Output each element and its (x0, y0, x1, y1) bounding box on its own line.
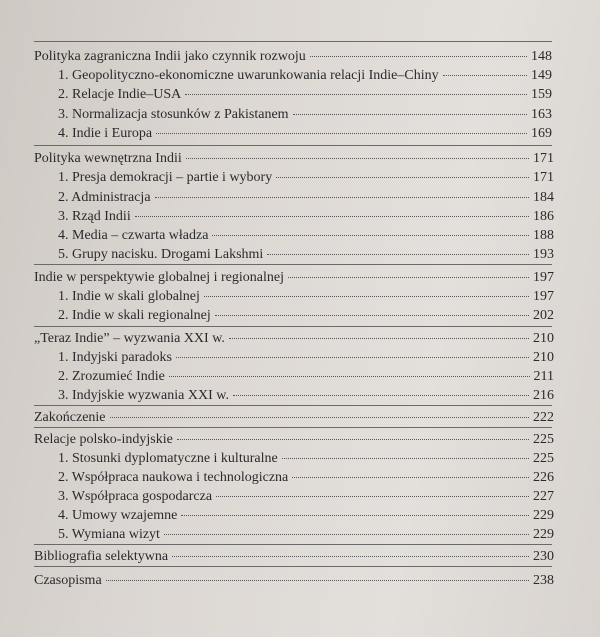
dot-leader (172, 554, 529, 557)
toc-entry-title: 1. Indie w skali globalnej (58, 289, 200, 304)
dot-leader (212, 233, 529, 236)
toc-entry-title: „Teraz Indie” – wyzwania XXI w. (34, 331, 225, 346)
toc-sub-entry (58, 508, 554, 524)
toc-sub-entry (58, 228, 554, 244)
toc-chapter-entry (34, 549, 554, 565)
toc-entry-title: Relacje polsko-indyjskie (34, 432, 173, 447)
toc-entry-page: 202 (533, 308, 554, 323)
toc-entry-page: 227 (533, 489, 554, 504)
toc-entry-page: 171 (533, 151, 554, 166)
toc-entry-page: 188 (533, 228, 554, 243)
toc-entry-title: 4. Umowy wzajemne (58, 508, 178, 523)
toc-entry-title: Bibliografia selektywna (34, 549, 169, 564)
section-rule (34, 145, 552, 146)
toc-entry-page: 184 (533, 190, 554, 205)
dot-leader (204, 294, 529, 297)
dot-leader (267, 252, 529, 255)
toc-sub-entry (58, 190, 554, 206)
toc-entry-page: 197 (533, 270, 554, 285)
toc-entry-title: Indie w perspektywie globalnej i regionalnej (34, 270, 284, 285)
toc-entry-title: 3. Indyjskie wyzwania XXI w. (58, 388, 229, 403)
toc-sub-entry (58, 369, 554, 385)
dot-leader (292, 475, 529, 478)
toc-sub-entry (58, 170, 554, 186)
toc-entry-title: 3. Normalizacja stosunków z Pakistanem (58, 107, 289, 122)
toc-entry-title: Zakończenie (34, 410, 106, 425)
toc-entry-page: 193 (533, 247, 554, 262)
toc-sub-entry (58, 107, 552, 123)
toc-entry-page: 225 (533, 451, 554, 466)
toc-entry-page: 229 (533, 527, 554, 542)
toc-chapter-entry (34, 432, 554, 448)
toc-entry-page: 186 (533, 209, 554, 224)
toc-entry-title: 1. Presja demokracji – partie i wybory (58, 170, 273, 185)
toc-entry-title: 1. Stosunki dyplomatyczne i kulturalne (58, 451, 278, 466)
dot-leader (443, 73, 527, 76)
toc-sub-entry (58, 87, 552, 103)
toc-sub-entry (58, 308, 554, 324)
toc-entry-page: 149 (531, 68, 552, 83)
toc-sub-entry (58, 527, 554, 543)
section-rule (34, 405, 552, 406)
toc-sub-entry (58, 489, 554, 505)
toc-sub-entry (58, 68, 552, 84)
toc-entry-page: 211 (533, 369, 554, 384)
toc-entry-page: 222 (533, 410, 554, 425)
toc-entry-page: 148 (531, 49, 552, 64)
toc-entry-title: 2. Administracja (58, 190, 151, 205)
dot-leader (106, 578, 529, 581)
toc-sub-entry (58, 451, 554, 467)
toc-entry-page: 230 (533, 549, 554, 564)
dot-leader (310, 54, 527, 57)
toc-sub-entry (58, 126, 552, 142)
toc-entry-title: 5. Wymiana wizyt (58, 527, 160, 542)
toc-entry-title: 2. Współpraca naukowa i technologiczna (58, 470, 289, 485)
section-rule (34, 544, 552, 545)
dot-leader (282, 456, 529, 459)
dot-leader (216, 494, 529, 497)
toc-entry-page: 216 (533, 388, 554, 403)
toc-entry-page: 225 (533, 432, 554, 447)
toc-chapter-entry (34, 270, 554, 286)
toc-sub-entry (58, 209, 554, 225)
dot-leader (185, 92, 527, 95)
toc-entry-title: 3. Rząd Indii (58, 209, 131, 224)
toc-entry-page: 159 (531, 87, 552, 102)
toc-entry-page: 226 (533, 470, 554, 485)
dot-leader (155, 195, 529, 198)
dot-leader (229, 336, 529, 339)
toc-entry-title: 2. Indie w skali regionalnej (58, 308, 211, 323)
dot-leader (293, 112, 527, 115)
dot-leader (215, 313, 529, 316)
toc-entry-page: 163 (531, 107, 552, 122)
toc-entry-title: Polityka zagraniczna Indii jako czynnik rozwoju (34, 49, 306, 64)
toc-sub-entry (58, 388, 554, 404)
toc-entry-title: 4. Media – czwarta władza (58, 228, 209, 243)
dot-leader (156, 131, 527, 134)
toc-entry-title: 5. Grupy nacisku. Drogami Lakshmi (58, 247, 264, 262)
toc-chapter-entry (34, 331, 554, 347)
section-rule (34, 41, 552, 42)
toc-entry-title: 1. Geopolityczno-ekonomiczne uwarunkowania relacji Indie–Chiny (58, 68, 439, 83)
toc-entry-title: 2. Relacje Indie–USA (58, 87, 182, 102)
toc-entry-title: 1. Indyjski paradoks (58, 350, 172, 365)
toc-entry-page: 171 (533, 170, 554, 185)
dot-leader (135, 214, 529, 217)
toc-sub-entry (58, 247, 554, 263)
section-rule (34, 326, 552, 327)
dot-leader (169, 374, 530, 377)
toc-entry-title: Czasopisma (34, 573, 102, 588)
toc-entry-title: 4. Indie i Europa (58, 126, 153, 141)
dot-leader (181, 513, 529, 516)
toc-entry-page: 229 (533, 508, 554, 523)
toc-entry-title: Polityka wewnętrzna Indii (34, 151, 182, 166)
dot-leader (276, 175, 529, 178)
toc-chapter-entry (34, 49, 552, 65)
section-rule (34, 566, 552, 567)
section-rule (34, 427, 552, 428)
toc-entry-title: 2. Zrozumieć Indie (58, 369, 165, 384)
toc-sub-entry (58, 350, 554, 366)
toc-entry-page: 197 (533, 289, 554, 304)
toc-entry-page: 238 (533, 573, 554, 588)
dot-leader (110, 415, 529, 418)
toc-entry-page: 210 (533, 331, 554, 346)
dot-leader (288, 275, 529, 278)
dot-leader (233, 393, 529, 396)
dot-leader (164, 532, 529, 535)
toc-entry-page: 169 (531, 126, 552, 141)
dot-leader (186, 156, 529, 159)
toc-chapter-entry (34, 573, 554, 589)
toc-entry-title: 3. Współpraca gospodarcza (58, 489, 213, 504)
toc-chapter-entry (34, 410, 554, 426)
toc-chapter-entry (34, 151, 554, 167)
dot-leader (177, 437, 529, 440)
section-rule (34, 264, 552, 265)
toc-sub-entry (58, 289, 554, 305)
dot-leader (176, 355, 529, 358)
toc-sub-entry (58, 470, 554, 486)
toc-entry-page: 210 (533, 350, 554, 365)
